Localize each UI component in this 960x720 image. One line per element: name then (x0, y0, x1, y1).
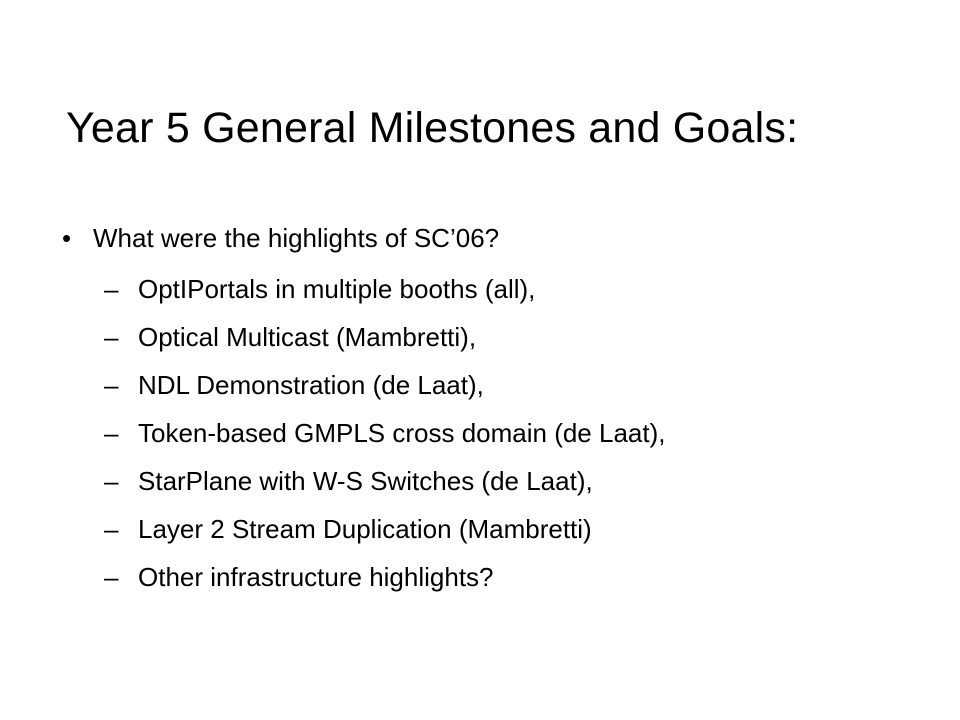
sub-bullet-item (104, 317, 665, 365)
sub-bullet-item (104, 269, 665, 317)
slide-title: Year 5 General Milestones and Goals: (66, 104, 799, 152)
sub-bullet-text: Optical Multicast (Mambretti), (138, 322, 477, 352)
dash-marker: – (104, 466, 119, 496)
dash-marker: – (104, 514, 119, 544)
dash-marker: – (104, 562, 119, 592)
sub-bullet-item (104, 557, 665, 605)
sub-bullet-item (104, 413, 665, 461)
sub-bullet-item (104, 509, 665, 557)
sub-bullet-item (104, 365, 665, 413)
bullet-text: What were the highlights of SC’06? (93, 223, 500, 253)
sub-bullet-list (104, 269, 665, 605)
sub-bullet-text: StarPlane with W-S Switches (de Laat), (138, 466, 593, 496)
sub-bullet-item (104, 461, 665, 509)
dash-marker: – (104, 370, 119, 400)
sub-bullet-text: Other infrastructure highlights? (138, 562, 494, 592)
sub-bullet-text: Layer 2 Stream Duplication (Mambretti) (138, 514, 592, 544)
sub-bullet-text: Token-based GMPLS cross domain (de Laat), (138, 418, 666, 448)
dash-marker: – (104, 322, 119, 352)
dash-marker: – (104, 418, 119, 448)
sub-bullet-text: NDL Demonstration (de Laat), (138, 370, 484, 400)
sub-bullet-text: OptIPortals in multiple booths (all), (138, 274, 536, 304)
bullet-item (62, 218, 499, 258)
bullet-marker: • (62, 223, 72, 253)
dash-marker: – (104, 274, 119, 304)
